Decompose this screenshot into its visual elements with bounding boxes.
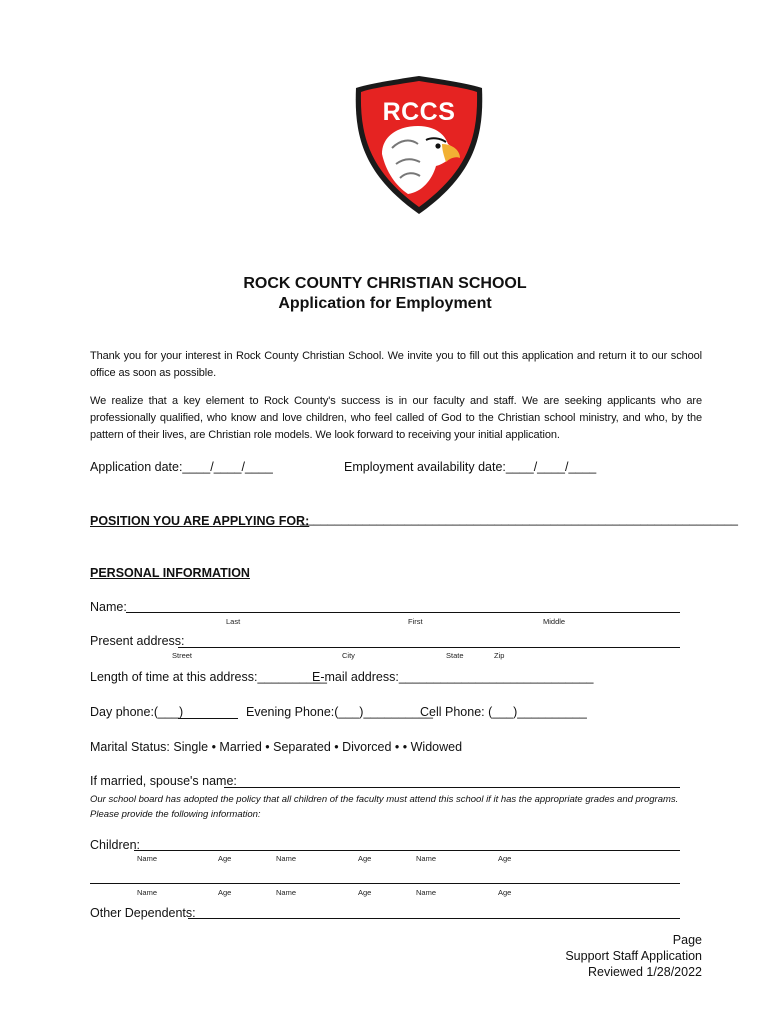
position-input[interactable]: _______________________________________________________________ bbox=[300, 512, 738, 526]
children-caption-name: Name bbox=[276, 888, 297, 897]
children-input-row-1[interactable] bbox=[134, 850, 680, 851]
name-input[interactable] bbox=[126, 612, 680, 613]
children-caption-age: Age bbox=[358, 854, 372, 863]
children-caption-name: Name bbox=[137, 888, 158, 897]
address-label: Present address: bbox=[90, 634, 185, 648]
children-caption-age: Age bbox=[218, 888, 232, 897]
children-caption-age: Age bbox=[498, 888, 512, 897]
intro-paragraph-1: Thank you for your interest in Rock County Christian School. We invite you to fill out this application and return it to our school office as soon as possible. bbox=[90, 350, 702, 379]
availability-date-field[interactable]: Employment availability date:____/____/____ bbox=[344, 460, 597, 474]
footer-page: Page bbox=[672, 933, 702, 947]
name-caption-last: Last bbox=[226, 617, 241, 626]
footer-reviewed-date: Reviewed 1/28/2022 bbox=[588, 965, 702, 979]
footer-form-name: Support Staff Application bbox=[565, 949, 702, 963]
other-dependents-label: Other Dependents: bbox=[90, 906, 196, 920]
spouse-name-label: If married, spouse's name: bbox=[90, 774, 237, 788]
children-caption-age: Age bbox=[498, 854, 512, 863]
spouse-name-input[interactable] bbox=[224, 787, 680, 788]
children-label: Children: bbox=[90, 838, 141, 852]
day-phone-input[interactable] bbox=[178, 718, 238, 719]
children-caption-age: Age bbox=[218, 854, 232, 863]
name-caption-middle: Middle bbox=[543, 617, 566, 626]
other-dependents-input[interactable] bbox=[188, 918, 680, 919]
address-input[interactable] bbox=[178, 647, 680, 648]
evening-phone-field[interactable]: Evening Phone:(___)__________ bbox=[246, 705, 433, 719]
address-caption-zip: Zip bbox=[494, 651, 505, 660]
school-logo bbox=[352, 74, 486, 216]
children-caption-age: Age bbox=[358, 888, 372, 897]
policy-note: Our school board has adopted the policy that all children of the faculty must attend this school if it has the appropriate grades and programs. Please provide the following information: bbox=[90, 794, 679, 820]
day-phone-label: Day phone:(___) bbox=[90, 705, 184, 719]
name-label: Name: bbox=[90, 600, 127, 614]
name-caption-first: First bbox=[408, 617, 423, 626]
page-title: Application for Employment bbox=[278, 295, 492, 312]
length-at-address-field[interactable]: Length of time at this address:__________ bbox=[90, 670, 327, 684]
marital-status-options[interactable]: Marital Status: Single • Married • Separated • Divorced • • Widowed bbox=[90, 740, 463, 754]
address-caption-state: State bbox=[446, 651, 464, 660]
cell-phone-field[interactable]: Cell Phone: (___)__________ bbox=[420, 705, 587, 719]
school-name: ROCK COUNTY CHRISTIAN SCHOOL bbox=[243, 275, 527, 292]
email-field[interactable]: E-mail address:____________________________ bbox=[312, 670, 594, 684]
address-caption-street: Street bbox=[172, 651, 193, 660]
personal-info-heading: PERSONAL INFORMATION bbox=[90, 566, 250, 580]
eagle-shield-icon bbox=[352, 74, 486, 216]
intro-paragraph-2: We realize that a key element to Rock County's success is in our faculty and staff. We are seeking applicants who are professionally qualified, who know and love children, who feel called of God to the Christian school ministry, and who, by the pattern of their lives, are Christian role models. We look forward to receiving your initial application. bbox=[90, 395, 702, 441]
children-caption-name: Name bbox=[276, 854, 297, 863]
children-caption-name: Name bbox=[137, 854, 158, 863]
children-caption-name: Name bbox=[416, 888, 437, 897]
application-date-field[interactable]: Application date:____/____/____ bbox=[90, 460, 273, 474]
address-caption-city: City bbox=[342, 651, 355, 660]
children-input-row-2[interactable] bbox=[90, 883, 680, 884]
children-caption-name: Name bbox=[416, 854, 437, 863]
logo-text: RCCS bbox=[382, 98, 456, 126]
position-label: POSITION YOU ARE APPLYING FOR: bbox=[90, 514, 310, 528]
